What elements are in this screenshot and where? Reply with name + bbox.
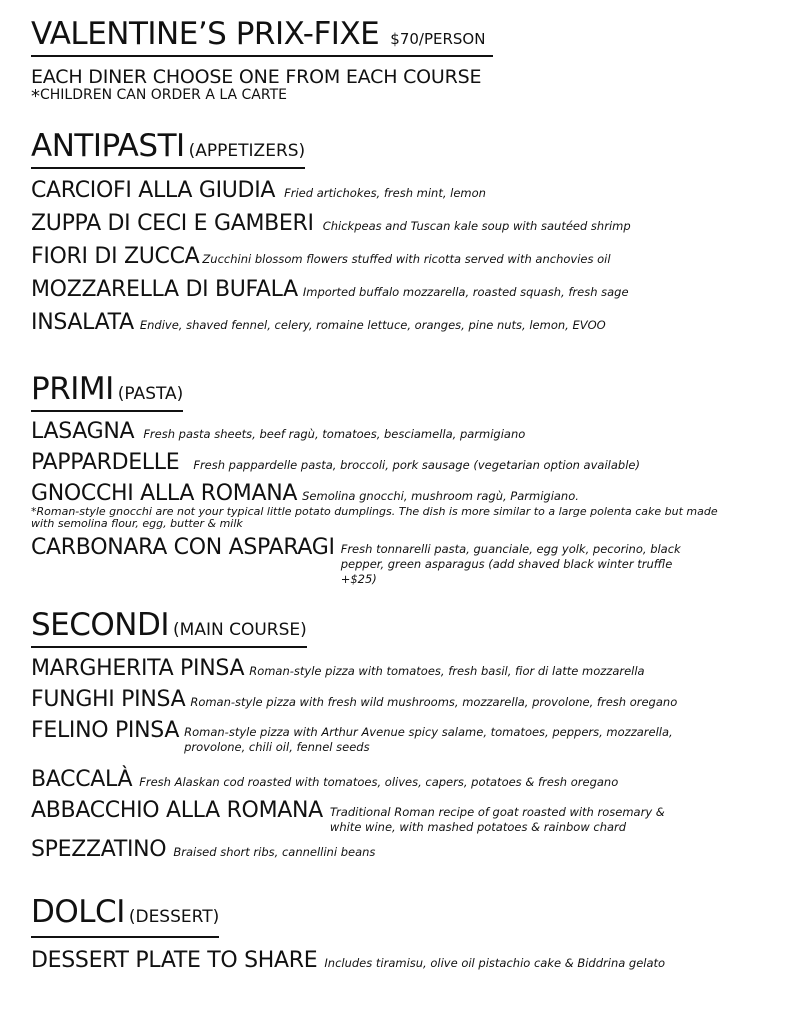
menu-item	[31, 767, 771, 798]
item-name: MOZZARELLA DI BUFALA	[31, 277, 298, 302]
menu-item	[31, 798, 771, 835]
title-divider	[31, 55, 493, 57]
children-note	[31, 86, 771, 107]
menu-instructions: EACH DINER CHOOSE ONE FROM EACH COURSE	[31, 66, 482, 88]
section-title: DOLCI	[31, 894, 125, 930]
item-description: Roman-style pizza with Arthur Avenue spicy salame, tomatoes, peppers, mozzarella, provolone, chili oil, fennel seeds	[184, 725, 673, 754]
section-secondi	[31, 607, 771, 868]
section-items	[31, 948, 771, 973]
item-name: LASAGNA	[31, 419, 135, 444]
item-description: Traditional Roman recipe of goat roasted with rosemary & white wine, with mashed potatoes & rainbow chard	[329, 805, 665, 834]
menu-item	[31, 211, 771, 244]
item-name: ABBACCHIO ALLA ROMANA	[31, 798, 323, 823]
item-name: ZUPPA DI CECI E GAMBERI	[31, 211, 314, 236]
item-name: DESSERT PLATE TO SHARE	[31, 948, 318, 973]
item-description: Fresh pappardelle pasta, broccoli, pork sausage (vegetarian option available)	[193, 458, 640, 472]
section-title: ANTIPASTI	[31, 128, 185, 164]
item-name: SPEZZATINO	[31, 837, 167, 862]
menu-item	[31, 244, 771, 277]
item-description: Includes tiramisu, olive oil pistachio cake & Biddrina gelato	[324, 956, 666, 970]
item-name: FELINO PINSA	[31, 718, 180, 743]
menu-item	[31, 277, 771, 310]
item-description: Braised short ribs, cannellini beans	[173, 845, 376, 859]
section-items	[31, 419, 771, 587]
item-description: Zucchini blossom flowers stuffed with ricotta served with anchovies oil	[202, 252, 611, 266]
menu-item	[31, 948, 771, 973]
section-heading	[31, 607, 307, 648]
section-heading	[31, 128, 305, 169]
note-asterisk: *	[31, 86, 40, 107]
menu-item	[31, 450, 771, 481]
item-description: Chickpeas and Tuscan kale soup with sautéed shrimp	[322, 219, 631, 233]
menu-item	[31, 718, 771, 755]
section-subtitle: (MAIN COURSE)	[173, 620, 307, 640]
menu-item	[31, 481, 771, 507]
menu-item	[31, 837, 771, 868]
section-subtitle: (APPETIZERS)	[188, 141, 306, 161]
section-heading	[31, 894, 219, 938]
item-name: INSALATA	[31, 310, 134, 335]
item-description: Fresh pasta sheets, beef ragù, tomatoes, besciamella, parmigiano	[143, 427, 526, 441]
section-dolci	[31, 894, 771, 973]
item-name: FUNGHI PINSA	[31, 687, 186, 712]
section-heading	[31, 371, 183, 412]
menu-price: $70/PERSON	[390, 30, 486, 48]
section-title: PRIMI	[31, 371, 114, 407]
item-name: CARBONARA CON ASPARAGI	[31, 535, 335, 560]
item-footnote: *Roman-style gnocchi are not your typical little potato dumplings. The dish is more similar to a large polenta cake but made with semolina flour, egg, butter & milk	[31, 505, 718, 530]
item-description: Imported buffalo mozzarella, roasted squash, fresh sage	[302, 285, 629, 299]
menu-item	[31, 178, 771, 211]
item-description: Fried artichokes, fresh mint, lemon	[284, 186, 486, 200]
section-items	[31, 178, 771, 343]
menu-item	[31, 656, 771, 687]
item-description: Fresh Alaskan cod roasted with tomatoes, olives, capers, potatoes & fresh oregano	[139, 775, 619, 789]
section-antipasti	[31, 128, 771, 343]
section-subtitle: (DESSERT)	[128, 907, 220, 927]
item-description: Fresh tonnarelli pasta, guanciale, egg yolk, pecorino, black pepper, green asparagus (add shaved black winter truffle +$25)	[340, 542, 681, 586]
menu-item	[31, 535, 771, 587]
item-name: MARGHERITA PINSA	[31, 656, 245, 681]
item-name: FIORI DI ZUCCA	[31, 244, 200, 269]
item-name: GNOCCHI ALLA ROMANA	[31, 481, 298, 506]
section-primi	[31, 371, 771, 587]
children-note-text: CHILDREN CAN ORDER A LA CARTE	[40, 87, 287, 103]
item-description: Roman-style pizza with fresh wild mushrooms, mozzarella, provolone, fresh oregano	[190, 695, 678, 709]
item-description: Semolina gnocchi, mushroom ragù, Parmigiano.	[302, 489, 579, 503]
item-description: Endive, shaved fennel, celery, romaine lettuce, oranges, pine nuts, lemon, EVOO	[139, 318, 606, 332]
menu-item	[31, 419, 771, 450]
menu-page	[31, 16, 771, 973]
menu-header	[31, 16, 771, 52]
section-items	[31, 656, 771, 868]
item-name: BACCALÀ	[31, 767, 133, 792]
item-description: Roman-style pizza with tomatoes, fresh basil, fior di latte mozzarella	[249, 664, 645, 678]
item-name: CARCIOFI ALLA GIUDIA	[31, 178, 276, 203]
menu-item	[31, 310, 771, 343]
item-name: PAPPARDELLE	[31, 450, 180, 475]
menu-item	[31, 687, 771, 718]
section-subtitle: (PASTA)	[117, 384, 184, 404]
menu-title: VALENTINE’S PRIX-FIXE	[31, 16, 380, 52]
section-title: SECONDI	[31, 607, 170, 643]
